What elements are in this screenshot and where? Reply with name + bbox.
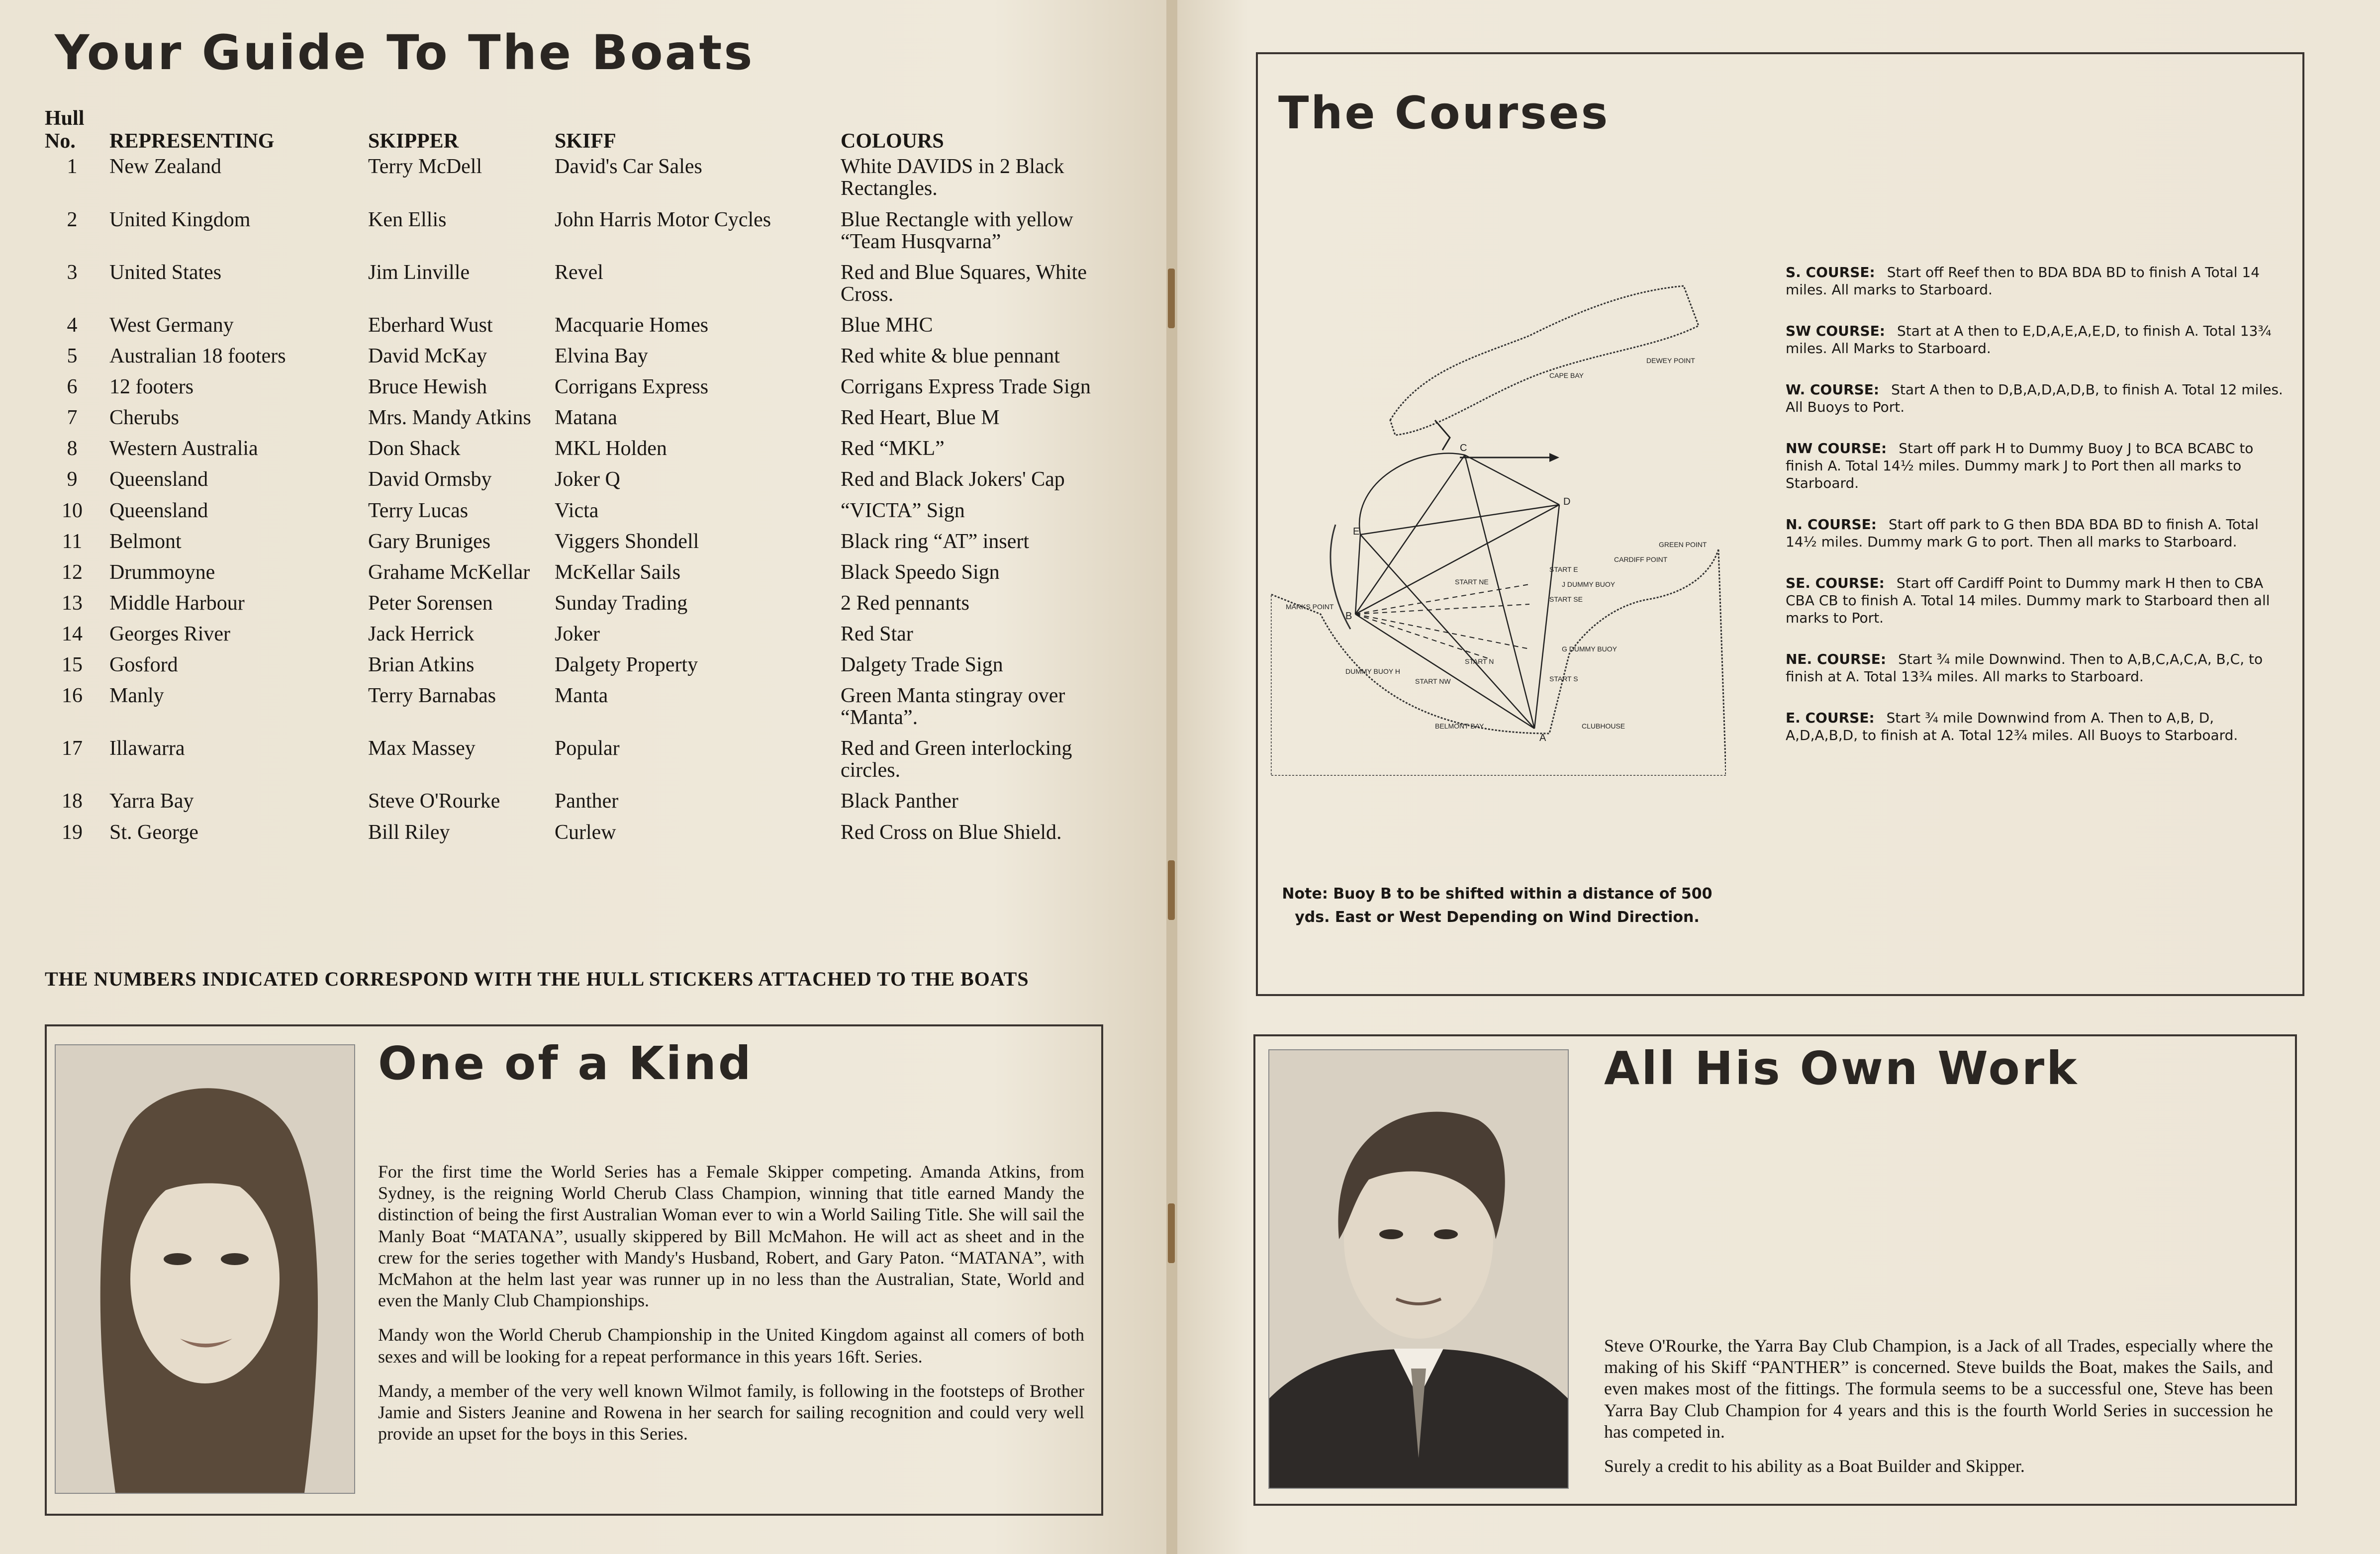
hull-number-cell: 17: [62, 737, 83, 760]
representing-cell: West Germany: [109, 313, 234, 337]
article-paragraph: Steve O'Rourke, the Yarra Bay Club Champion, is a Jack of all Trades, especially where the making of his Skiff “PANTHER” is concerned. Steve builds the Boat, makes the Sails, and even makes most of the fittings. The formula seems to be a successful one, Steve has been Yarra Bay Club Champion for 4 years and this is the fourth World Series in succession he has competed in.: [1604, 1336, 2273, 1442]
hull-number-cell: 11: [62, 530, 83, 553]
table-row: [40, 404, 1124, 435]
article-paragraph: For the first time the World Series has a Female Skipper competing. Amanda Atkins, from Sydney, is the reigning World Cherub Class Champion, winning that title earned Mandy the distinction of being the first Australian Woman ever to win a World Sailing Title. She will sail the Manly Boat “MATANA”, usually skippered by Bill McMahon. He will act as sheet and in the crew for the series together with Mandy's Husband, Robert, and Gary Paton. “MATANA”, with McMahon at the helm last year was runner up in no less than the Australian, State, World and even the Manly Club Championships.: [378, 1162, 1084, 1311]
course-description: Start ¾ mile Downwind from A. Then to A,B, D, A,D,A,B,D, to finish at A. Total 12¾ miles. All Buoys to Starboard.: [1786, 710, 2238, 743]
map-mark-d: D: [1563, 496, 1571, 507]
table-row: [40, 528, 1124, 558]
table-row: [40, 620, 1124, 651]
map-label-belmont-bay: BELMONT BAY: [1435, 722, 1484, 730]
colours-cell: “VICTA” Sign: [841, 499, 965, 522]
hull-number-cell: 10: [62, 499, 83, 522]
course-item: [1786, 516, 2288, 550]
header-colours: COLOURS: [841, 130, 944, 153]
course-name: SE. COURSE:: [1786, 575, 1885, 591]
hull-number-cell: 14: [62, 622, 83, 645]
representing-cell: United Kingdom: [109, 208, 251, 231]
guide-title: Your Guide To The Boats: [55, 25, 755, 81]
all-his-own-work-article: [1604, 1335, 2273, 1490]
colours-cell: 2 Red pennants: [841, 591, 969, 615]
colours-cell: Red Heart, Blue M: [841, 406, 1000, 430]
staple: [1168, 860, 1175, 920]
representing-cell: Australian 18 footers: [109, 345, 286, 368]
representing-cell: New Zealand: [109, 155, 222, 179]
course-list: [1786, 264, 2288, 768]
skipper-cell: Max Massey: [368, 737, 476, 760]
article-paragraph: Surely a credit to his ability as a Boat Builder and Skipper.: [1604, 1456, 2025, 1476]
representing-cell: Drummoyne: [109, 560, 215, 584]
colours-cell: Dalgety Trade Sign: [841, 653, 1003, 676]
header-skiff: SKIFF: [555, 130, 616, 153]
hull-number-cell: 2: [67, 208, 78, 231]
colours-cell: Red and Black Jokers' Cap: [841, 468, 1065, 491]
course-item: [1786, 322, 2288, 357]
boats-table: [40, 107, 1124, 849]
skipper-cell: Steve O'Rourke: [368, 790, 500, 813]
hull-number-cell: 9: [67, 468, 78, 491]
skiff-cell: Dalgety Property: [555, 653, 698, 676]
staple: [1168, 1203, 1175, 1263]
map-label-marks-point: MARKS POINT: [1286, 603, 1334, 611]
hull-number-cell: 18: [62, 790, 83, 813]
gutter: [1166, 0, 1177, 1554]
table-row: [40, 734, 1124, 787]
hull-number-cell: 15: [62, 653, 83, 676]
course-name: N. COURSE:: [1786, 516, 1877, 533]
hull-number-cell: 7: [67, 406, 78, 430]
course-description: Start off park to G then BDA BDA BD to finish A. Total 14½ miles. Dummy mark G to port. Then all marks to Starboard.: [1786, 516, 2259, 550]
table-row: [40, 206, 1124, 259]
skipper-cell: Don Shack: [368, 437, 461, 460]
representing-cell: Yarra Bay: [109, 790, 194, 813]
course-description: Start off park H to Dummy Buoy J to BCA BCABC to finish A. Total 14½ miles. Dummy mark J to Port then all marks to Starboard.: [1786, 440, 2254, 491]
colours-cell: Black Panther: [841, 790, 958, 813]
colours-cell: Blue MHC: [841, 313, 933, 337]
all-his-own-work-title: All His Own Work: [1604, 1042, 2079, 1095]
map-label-cardiff-point: CARDIFF POINT: [1614, 555, 1668, 563]
skipper-cell: Bruce Hewish: [368, 375, 487, 399]
table-row: [40, 342, 1124, 373]
map-label-start-n: START N: [1465, 657, 1494, 665]
skiff-cell: Curlew: [555, 821, 616, 844]
representing-cell: Queensland: [109, 499, 208, 522]
representing-cell: Georges River: [109, 622, 230, 645]
representing-cell: Belmont: [109, 530, 182, 553]
courses-title: The Courses: [1278, 87, 1610, 139]
map-label-start-se: START SE: [1549, 595, 1583, 603]
course-name: E. COURSE:: [1786, 710, 1875, 726]
colours-cell: White DAVIDS in 2 Black Rectangles.: [841, 155, 1064, 200]
map-label-dummy-buoy-j: J DUMMY BUOY: [1562, 580, 1616, 588]
map-mark-b: B: [1345, 611, 1352, 622]
table-row: [40, 682, 1124, 734]
course-item: [1786, 264, 2288, 298]
skipper-cell: Grahame McKellar: [368, 560, 530, 584]
course-item: [1786, 709, 2288, 744]
skiff-cell: Joker Q: [555, 468, 620, 491]
hull-number-cell: 8: [67, 437, 78, 460]
skipper-cell: Bill Riley: [368, 821, 450, 844]
table-row: [40, 153, 1124, 205]
course-name: SW COURSE:: [1786, 323, 1885, 339]
representing-cell: Gosford: [109, 653, 178, 676]
colours-cell: Black ring “AT” insert: [841, 530, 1030, 553]
colours-cell: Red Star: [841, 622, 913, 645]
table-row: [40, 259, 1124, 311]
hull-number-cell: 3: [67, 261, 78, 284]
mandy-atkins-photo: [55, 1044, 355, 1494]
map-label-cape-bay: CAPE BAY: [1549, 371, 1584, 379]
colours-cell: Red “MKL”: [841, 437, 945, 460]
representing-cell: Illawarra: [109, 737, 185, 760]
course-name: S. COURSE:: [1786, 264, 1875, 280]
skiff-cell: Manta: [555, 684, 608, 708]
colours-cell: Red Cross on Blue Shield.: [841, 821, 1062, 844]
course-name: NE. COURSE:: [1786, 651, 1887, 667]
table-row: [40, 373, 1124, 404]
north-arrow-icon: [1435, 420, 1559, 462]
map-label-start-s: START S: [1549, 675, 1578, 683]
course-item: [1786, 381, 2288, 416]
skipper-cell: Terry Lucas: [368, 499, 469, 522]
hull-number-cell: 13: [62, 591, 83, 615]
skiff-cell: Macquarie Homes: [555, 313, 709, 337]
header-skipper: SKIPPER: [368, 130, 459, 153]
skiff-cell: Corrigans Express: [555, 375, 709, 399]
skipper-cell: Jim Linville: [368, 261, 470, 284]
course-description: Start off Reef then to BDA BDA BD to finish A Total 14 miles. All marks to Starboard.: [1786, 264, 2260, 298]
course-item: [1786, 574, 2288, 627]
representing-cell: St. George: [109, 821, 198, 844]
skipper-cell: Peter Sorensen: [368, 591, 493, 615]
hull-number-cell: 5: [67, 345, 78, 368]
course-name: W. COURSE:: [1786, 381, 1880, 398]
representing-cell: United States: [109, 261, 222, 284]
representing-cell: Manly: [109, 684, 164, 708]
table-row: [40, 651, 1124, 682]
course-description: Start off Cardiff Point to Dummy mark H then to CBA CBA CB to finish A. Total 14 miles. Dummy mark to Starboard then all marks to Port.: [1786, 575, 2270, 626]
skiff-cell: Popular: [555, 737, 620, 760]
hull-number-cell: 1: [67, 155, 78, 179]
table-row: [40, 435, 1124, 465]
one-of-a-kind-title: One of a Kind: [378, 1037, 753, 1090]
one-of-a-kind-article: [378, 1161, 1084, 1458]
course-description: Start ¾ mile Downwind. Then to A,B,C,A,C,A, B,C, to finish at A. Total 13¾ miles. All marks to Starboard.: [1786, 651, 2263, 685]
skipper-cell: Gary Bruniges: [368, 530, 491, 553]
colours-cell: Black Speedo Sign: [841, 560, 1000, 584]
steve-orourke-photo: [1268, 1049, 1569, 1489]
table-row: [40, 787, 1124, 818]
table-header-row: [40, 107, 1124, 153]
skiff-cell: Elvina Bay: [555, 345, 648, 368]
hull-number-cell: 4: [67, 313, 78, 337]
representing-cell: Western Australia: [109, 437, 258, 460]
colours-cell: Corrigans Express Trade Sign: [841, 375, 1091, 399]
course-description: Start at A then to E,D,A,E,A,E,D, to finish A. Total 13¾ miles. All Marks to Starboard.: [1786, 323, 2272, 357]
header-hull: Hull No.: [45, 107, 85, 153]
article-paragraph: Mandy, a member of the very well known Wilmot family, is following in the footsteps of Brother Jamie and Sisters Jeanine and Rowena in her search for sailing recognition and could very well provide an upset for the boys in this Series.: [378, 1380, 1084, 1444]
colours-cell: Red white & blue pennant: [841, 345, 1060, 368]
hull-stickers-note: THE NUMBERS INDICATED CORRESPOND WITH THE HULL STICKERS ATTACHED TO THE BOATS: [45, 968, 1029, 990]
map-label-start-nw: START NW: [1415, 677, 1451, 685]
map-label-dummy-buoy-h: DUMMY BUOY H: [1345, 667, 1400, 675]
hull-number-cell: 19: [62, 821, 83, 844]
map-label-start-ne: START NE: [1455, 578, 1489, 586]
map-mark-e: E: [1353, 526, 1360, 537]
skipper-cell: Eberhard Wust: [368, 313, 493, 337]
skipper-cell: Brian Atkins: [368, 653, 475, 676]
buoy-b-note: Note: Buoy B to be shifted within a distance of 500 yds. East or West Depending on Wind Direction.: [1282, 885, 1713, 926]
table-row: [40, 311, 1124, 342]
header-representing: REPRESENTING: [109, 130, 275, 153]
map-label-dummy-buoy-g: G DUMMY BUOY: [1562, 645, 1617, 653]
representing-cell: Queensland: [109, 468, 208, 491]
course-name: NW COURSE:: [1786, 440, 1887, 457]
skiff-cell: Panther: [555, 790, 619, 813]
map-label-start-e: START E: [1549, 565, 1578, 573]
colours-cell: Blue Rectangle with yellow “Team Husqvarna”: [841, 208, 1073, 253]
representing-cell: Middle Harbour: [109, 591, 245, 615]
skipper-cell: David Ormsby: [368, 468, 492, 491]
skipper-cell: Mrs. Mandy Atkins: [368, 406, 531, 430]
hull-number-cell: 16: [62, 684, 83, 708]
skiff-cell: David's Car Sales: [555, 155, 702, 179]
skiff-cell: Joker: [555, 622, 600, 645]
skiff-cell: McKellar Sails: [555, 560, 681, 584]
skipper-cell: Jack Herrick: [368, 622, 475, 645]
staple: [1168, 269, 1175, 328]
map-label-dewey-point: DEWEY POINT: [1646, 357, 1695, 365]
table-row: [40, 589, 1124, 620]
course-map: [1271, 256, 1726, 776]
skipper-cell: Terry McDell: [368, 155, 482, 179]
hull-number-cell: 6: [67, 375, 78, 399]
skiff-cell: Matana: [555, 406, 617, 430]
skiff-cell: Victa: [555, 499, 599, 522]
course-item: [1786, 650, 2288, 685]
colours-cell: Red and Green interlocking circles.: [841, 737, 1072, 782]
map-mark-a: A: [1539, 732, 1546, 743]
skipper-cell: Ken Ellis: [368, 208, 447, 231]
table-row: [40, 465, 1124, 496]
skiff-cell: MKL Holden: [555, 437, 667, 460]
article-paragraph: Mandy won the World Cherub Championship in the United Kingdom against all comers of both sexes and will be looking for a repeat performance in this years 16ft. Series.: [378, 1325, 1084, 1367]
skiff-cell: Sunday Trading: [555, 591, 688, 615]
representing-cell: 12 footers: [109, 375, 194, 399]
table-row: [40, 819, 1124, 849]
map-mark-c: C: [1460, 443, 1467, 454]
skiff-cell: Viggers Shondell: [555, 530, 699, 553]
colours-cell: Red and Blue Squares, White Cross.: [841, 261, 1087, 306]
skiff-cell: Revel: [555, 261, 603, 284]
skiff-cell: John Harris Motor Cycles: [555, 208, 771, 231]
course-description: Start A then to D,B,A,D,A,D,B, to finish A. Total 12 miles. All Buoys to Port.: [1786, 381, 2283, 415]
representing-cell: Cherubs: [109, 406, 179, 430]
map-label-green-point: GREEN POINT: [1659, 541, 1707, 548]
skipper-cell: David McKay: [368, 345, 487, 368]
hull-number-cell: 12: [62, 560, 83, 584]
table-row: [40, 497, 1124, 528]
skipper-cell: Terry Barnabas: [368, 684, 496, 708]
course-item: [1786, 440, 2288, 492]
colours-cell: Green Manta stingray over “Manta”.: [841, 684, 1065, 730]
table-row: [40, 558, 1124, 589]
map-label-clubhouse: CLUBHOUSE: [1582, 722, 1625, 730]
